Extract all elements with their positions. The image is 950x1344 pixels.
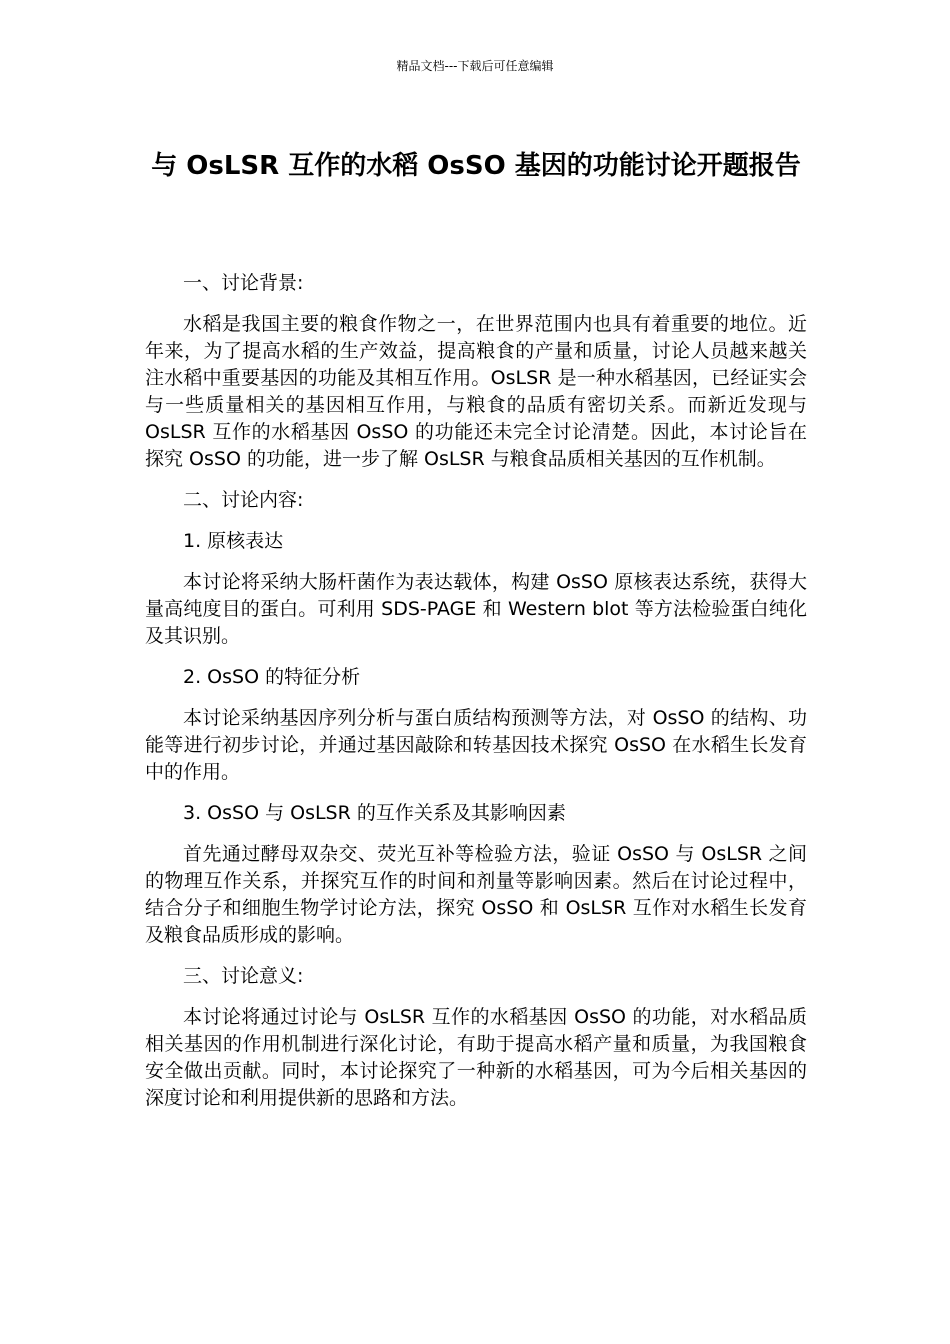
interaction-paragraph: 首先通过酵母双杂交、荧光互补等检验方法，验证 OsSO 与 OsLSR 之间的物理互作关系，并探究互作的时间和剂量等影响因素。然后在讨论过程中，结合分子和细胞生物学讨论方法，探究 OsSO 和 OsLSR 互作对水稻生长发育及粮食品质形成的影响。 [145,843,807,946]
background-heading: 一、讨论背景: [183,272,304,294]
header-note: 精品文档---下载后可任意编辑 [396,59,554,73]
prokaryotic-expression-paragraph: 本讨论将采纳大肠杆菌作为表达载体，构建 OsSO 原核表达系统，获得大量高纯度目的蛋白。可利用 SDS-PAGE 和 Western blot 等方法检验蛋白纯化及其识别。 [145,571,807,647]
osso-analysis-heading: 2. OsSO 的特征分析 [183,666,361,688]
document-title: 与 OsLSR 互作的水稻 OsSO 基因的功能讨论开题报告 [151,151,801,181]
significance-heading: 三、讨论意义: [183,965,304,987]
significance-paragraph: 本讨论将通过讨论与 OsLSR 互作的水稻基因 OsSO 的功能，对水稻品质相关基因的作用机制进行深化讨论，有助于提高水稻产量和质量，为我国粮食安全做出贡献。同时，本讨论探究了一种新的水稻基因，可为今后相关基因的深度讨论和利用提供新的思路和方法。 [145,1006,807,1109]
prokaryotic-expression-heading: 1. 原核表达 [183,530,284,552]
research-content-heading: 二、讨论内容: [183,489,304,511]
interaction-heading: 3. OsSO 与 OsLSR 的互作关系及其影响因素 [183,802,566,824]
background-paragraph: 水稻是我国主要的粮食作物之一，在世界范围内也具有着重要的地位。近年来，为了提高水稻的生产效益，提高粮食的产量和质量，讨论人员越来越关注水稻中重要基因的功能及其相互作用。OsLSR 是一种水稻基因，已经证实会与一些质量相关的基因相互作用，与粮食的品质有密切关系。而新近发现与 OsLSR 互作的水稻基因 OsSO 的功能还未完全讨论清楚。因此，本讨论旨在探究 OsSO 的功能，进一步了解 OsLSR 与粮食品质相关基因的互作机制。 [145,313,807,470]
document-body [145,270,807,1126]
osso-analysis-paragraph: 本讨论采纳基因序列分析与蛋白质结构预测等方法，对 OsSO 的结构、功能等进行初步讨论，并通过基因敲除和转基因技术探究 OsSO 在水稻生长发育中的作用。 [145,707,807,783]
